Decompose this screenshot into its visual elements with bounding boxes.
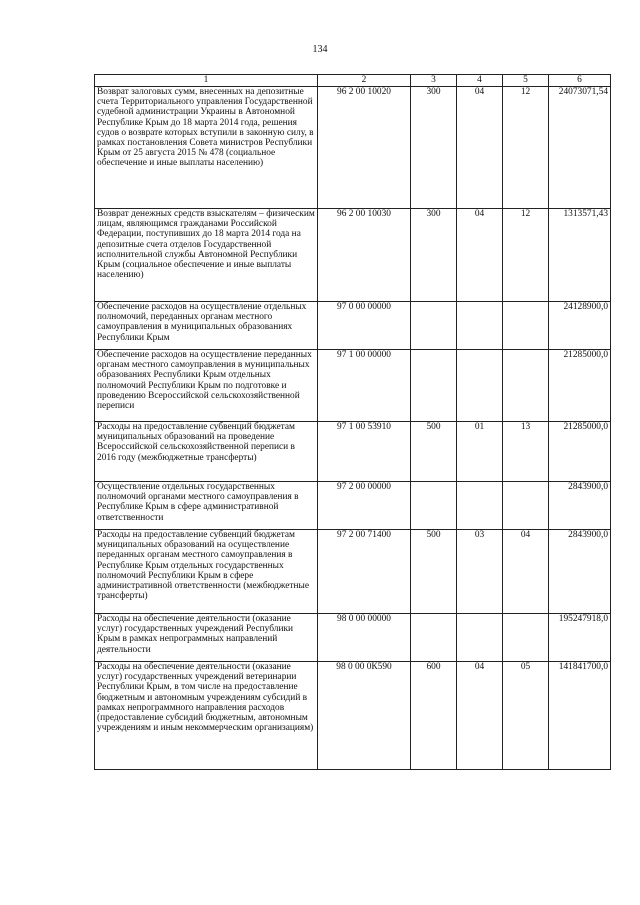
row-subsection: 04 [503,530,549,614]
row-code: 97 2 00 00000 [318,482,411,530]
row-subsection: 12 [503,209,549,302]
row-amount: 2843900,0 [549,482,611,530]
row-expense-type [411,350,457,422]
row-description: Расходы на предоставление субвенций бюджетам муниципальных образований на осуществление переданных органам местного самоуправления в Республике Крым отдельных государственных полномочий Республики Крым в сфере административной ответственности (межбюджетные трансферты) [95,530,318,614]
row-subsection: 12 [503,87,549,209]
table-row [95,209,611,302]
column-header-1: 1 [95,75,318,87]
row-expense-type: 500 [411,422,457,482]
row-code: 96 2 00 10030 [318,209,411,302]
row-section: 03 [457,530,503,614]
row-amount: 21285000,0 [549,350,611,422]
row-amount: 24073071,54 [549,87,611,209]
row-amount: 2843900,0 [549,530,611,614]
row-subsection [503,302,549,350]
row-expense-type: 600 [411,662,457,770]
row-amount: 21285000,0 [549,422,611,482]
table-row [95,482,611,530]
table-row [95,530,611,614]
row-section: 04 [457,209,503,302]
table-row [95,422,611,482]
row-expense-type: 300 [411,209,457,302]
row-code: 96 2 00 10020 [318,87,411,209]
page-number: 134 [312,44,328,55]
row-description: Расходы на обеспечение деятельности (оказание услуг) государственных учреждений Республики Крым в рамках непрограммных направлений деятельности [95,614,318,662]
row-description: Обеспечение расходов на осуществление отдельных полномочий, переданных органам местного самоуправления в муниципальных образованиях Республики Крым [95,302,318,350]
row-code: 98 0 00 00000 [318,614,411,662]
row-amount: 141841700,0 [549,662,611,770]
table-row [95,302,611,350]
row-section [457,302,503,350]
row-amount: 1313571,43 [549,209,611,302]
row-section: 04 [457,662,503,770]
row-subsection [503,482,549,530]
row-expense-type: 300 [411,87,457,209]
column-number-row [95,75,611,87]
row-code: 97 1 00 00000 [318,350,411,422]
column-header-2: 2 [318,75,411,87]
row-subsection: 13 [503,422,549,482]
row-section: 04 [457,87,503,209]
table-row [95,614,611,662]
row-code: 97 1 00 53910 [318,422,411,482]
table-row [95,662,611,770]
column-header-3: 3 [411,75,457,87]
row-expense-type: 500 [411,530,457,614]
row-description: Осуществление отдельных государственных полномочий органами местного самоуправления в Республике Крым в сфере административной ответственности [95,482,318,530]
table-row [95,350,611,422]
row-code: 97 2 00 71400 [318,530,411,614]
row-description: Расходы на обеспечение деятельности (оказание услуг) государственных учреждений ветеринарии Республики Крым, в том числе на предоставление бюджетным и автономным учреждениям субсидий в рамках непрограммного направления расходов (предоставление субсидий бюджетным, автономным учреждениям и иным некоммерческим организациям) [95,662,318,770]
row-section: 01 [457,422,503,482]
row-subsection: 05 [503,662,549,770]
row-description: Расходы на предоставление субвенций бюджетам муниципальных образований на проведение Всероссийской сельскохозяйственной переписи в 2016 году (межбюджетные трансферты) [95,422,318,482]
row-code: 98 0 00 0К590 [318,662,411,770]
row-expense-type [411,482,457,530]
row-description: Возврат денежных средств взыскателям – физическим лицам, являющимся гражданами Российской Федерации, поступивших до 18 марта 2014 года на депозитные счета отделов Государственной исполнительной службы Автономной Республики Крым (социальное обеспечение и иные выплаты населению) [95,209,318,302]
row-description: Обеспечение расходов на осуществление переданных органам местного самоуправления в муниципальных образованиях Республики Крым отдельных полномочий Республики Крым по подготовке и проведению Всероссийской сельскохозяйственной переписи [95,350,318,422]
row-subsection [503,350,549,422]
row-section [457,482,503,530]
row-section [457,614,503,662]
table-row [95,87,611,209]
row-section [457,350,503,422]
row-amount: 195247918,0 [549,614,611,662]
row-amount: 24128900,0 [549,302,611,350]
row-code: 97 0 00 00000 [318,302,411,350]
row-expense-type [411,302,457,350]
budget-table [94,74,611,770]
row-description: Возврат залоговых сумм, внесенных на депозитные счета Территориального управления Государственной судебной администрации Украины в Автономной Республике Крым до 18 марта 2014 года, решения судов о возврате которых вступили в законную силу, в рамках постановления Совета министров Республики Крым от 25 августа 2015 № 478 (социальное обеспечение и иные выплаты населению) [95,87,318,209]
column-header-6: 6 [549,75,611,87]
column-header-5: 5 [503,75,549,87]
column-header-4: 4 [457,75,503,87]
row-subsection [503,614,549,662]
row-expense-type [411,614,457,662]
